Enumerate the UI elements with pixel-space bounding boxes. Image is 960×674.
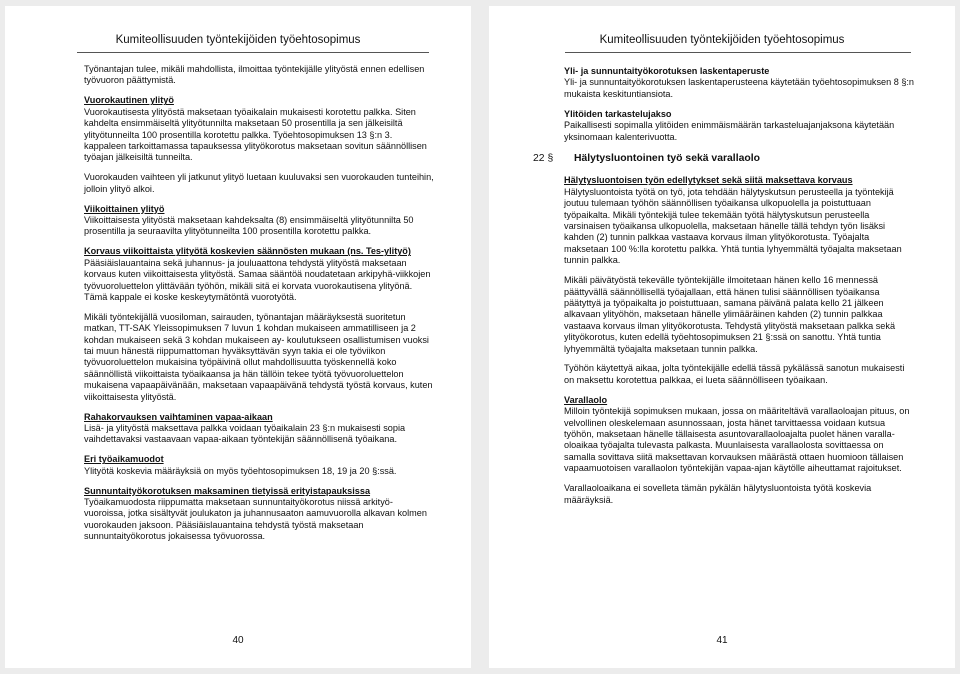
- paragraph: Ylitöiden tarkastelujakso Paikallisesti sopimalla ylitöiden enimmäismäärän tarkasteluajanjaksona käytetään yksinomaan kalenterivuotta.: [564, 109, 914, 143]
- paragraph: Yli- ja sunnuntaityökorotuksen laskentaperuste Yli- ja sunnuntaityökorotuksen laskentaperusteena käytetään työehtosopimuksen 8 §:n mukaista keskituntiansiota.: [564, 66, 915, 99]
- right-page: [489, 6, 955, 668]
- subheading: Eri työaikamuodot: [84, 454, 164, 465]
- subheading: Korvaus viikoittaista ylityötä koskevien säännösten mukaan (ns. Tes-ylityö): [84, 246, 411, 257]
- header-rule: [77, 52, 429, 53]
- section-heading: [533, 152, 914, 164]
- paragraph: Varallaoloaikana ei sovelleta tämän pykälän hälytysluontoista työtä koskevia määräyksiä.: [564, 483, 872, 505]
- paragraph: Hälytysluontoisen työn edellytykset sekä siitä maksettava korvaus Hälytysluontoista työtä on työ, jota tehdään hälytyskutsun perusteella ja työntekijä joutuu tulemaan työhön säännöllisen työaikansa ulkopuolella ja poistuttuaan työpaikalta. Mikäli työntekijä tulee tekemään työtä hälytyskutsun perusteella varsinaisen työaikansa ulkopuolella, maksetaan hänelle tällä tehdyn työn lisäksi kahden (2) tunnin palkkaa vastaava korvaus ilman ylityökorotusta. Työajalta maksetaan 100 %:lla korotettu palkka. Yhtä tuntia lyhyemmältä työajalta maksetaan tunnin palkka.: [564, 175, 914, 266]
- subheading: Rahakorvauksen vaihtaminen vapaa-aikaan: [84, 411, 273, 422]
- subheading: Ylitöiden tarkastelujakso: [564, 108, 672, 119]
- paragraph: Työhön käytettyä aikaa, jolta työntekijälle edellä tässä pykälässä sanotun mukaisesti on maksettu korotettua palkkaa, ei lueta säännölliseen työaikaan.: [564, 363, 905, 385]
- paragraph: Rahakorvauksen vaihtaminen vapaa-aikaan Lisä- ja ylityöstä maksettava palkka voidaan työaikalain 23 §:n mukaisesti sopia vaihdettavaksi vastaavaan vapaa-aikaan työntekijän säännöllisenä työaikana.: [84, 412, 434, 446]
- subheading: Vuorokautinen ylityö: [84, 95, 174, 106]
- paragraph: Eri työaikamuodot Ylityötä koskevia määräyksiä on myös työehtosopimuksen 18, 19 ja 20 §:ssä.: [84, 454, 434, 477]
- left-page: [5, 6, 471, 668]
- page-header: Kumiteollisuuden työntekijöiden työehtosopimus: [115, 34, 361, 46]
- page-number: 41: [716, 635, 728, 646]
- section-number: 22 §: [533, 152, 554, 164]
- paragraph: Korvaus viikoittaista ylityötä koskevien säännösten mukaan (ns. Tes-ylityö) Pääsiäislauantaina sekä juhannus- ja jouluaattona tehdystä ylityöstä maksetaan korvaus kuten viikoittaisesta ylityöstä. Samaa sääntöä noudatetaan arkipyhä-viikkojen työvuoroluettelon ylittävään työhön, mikäli sitä ei korvata vuorokautisena ylityönä. Tämä kappale ei koske keskeytymätöntä vuorotyötä.: [84, 246, 434, 303]
- section-title: Hälytysluontoinen työ sekä varallaolo: [574, 152, 760, 164]
- left-page-content: [84, 64, 434, 551]
- subheading: Hälytysluontoisen työn edellytykset sekä siitä maksettava korvaus: [564, 175, 853, 186]
- right-page-content: [533, 66, 915, 514]
- paragraph: Viikoittainen ylityö Viikoittaisesta ylityöstä maksetaan kahdeksalta (8) ensimmäiseltä ylityötunnilta 50 prosentilla ja seuraavilta ylityötunneilta 100 prosentilla korotettu palkka.: [84, 204, 434, 238]
- subheading: Yli- ja sunnuntaityökorotuksen laskentaperuste: [564, 66, 770, 76]
- paragraph: Vuorokautinen ylityö Vuorokautisesta ylityöstä maksetaan työaikalain mukaisesti korotettu palkka. Siten kahdelta ensimmäiseltä ylityötunnilta maksetaan 50 prosentilla ja sen jälkeisiltä ylityötunneilta 100 prosentilla korotettu palkka. Työehtosopimuksen 13 §:n 3. kappaleen tarkoittamassa tapauksessa ylityökorotus maksetaan sovitun säännöllisen työajan jälkeisiltä tunneilta.: [84, 95, 434, 163]
- paragraph: Mikäli työntekijällä vuosiloman, sairauden, työnantajan määräyksestä suoritetun matkan, TT-SAK Yleissopimuksen 7 luvun 1 kohdan mukaiseen ammatilliseen ja 2 kohdan mukaiseen sekä 3 kohdan mukaiseen ay- koulutukseen osallistumisen vuoksi tai muun hänestä riippumattoman hyväksyttävän syyn takia ei ole työviikon työvuoroluettelon mukaisina työpäivinä ollut mahdollisuutta työskennellä koko säännöllistä viikoittaista työaikaansa ja hän tällöin tekee työtä työvuoroluettelon mukaisena vapaapäivänään, maksetaan vapaapäivänä tehdystä työstä korvaus, kuten viikoittaisesta ylityöstä.: [84, 311, 433, 402]
- paragraph: Mikäli päivätyöstä tekevälle työntekijälle ilmoitetaan hänen kello 16 mennessä päättyvällä säännöllisellä työajallaan, että hänen tulisi säännöllisen työaikansa päätyttyä ja työpaikalta jo poistuttuaan, samana päivänä palata kello 21 jälkeen alkavaan ylityöhön, maksetaan hänelle ylimääräinen kahden (2) tunnin palkkaa vastaava korvaus ilman ylityökorotusta. Tehdystä ylityöstä maksetaan palkka sekä ylityökorotus, kuten edellä työehtosopimuksen 21 §:ssä on sanottu. Yhtä tuntia lyhyemmältä työajalta maksetaan tunnin palkka.: [564, 275, 896, 354]
- header-rule: [565, 52, 911, 53]
- page-header: Kumiteollisuuden työntekijöiden työehtosopimus: [599, 34, 845, 46]
- page-number: 40: [232, 635, 244, 646]
- paragraph: Varallaolo Milloin työntekijä sopimuksen mukaan, jossa on määriteltävä varallaoloajan pituus, on velvollinen oleskelemaan asunnossaan, josta hänet tarvittaessa voidaan kutsua työhön, maksetaan hänelle tällaisesta asuntovarallaoloajalta puolet hänen varalla-oloaikaa työajalta tulevasta palkasta. Muunlaisesta varallaolosta sovittaessa on samalla sovittava siitä maksettavan korvauksen määrästä ottaen huomioon tällaisen vapaamuotoisen varallaolon työntekijän vapaa-ajan käytölle aiheuttamat rajoitukset.: [564, 395, 914, 475]
- paragraph: Sunnuntaityökorotuksen maksaminen tietyissä erityistapauksissa Työaikamuodosta riippumatta maksetaan sunnuntaityökorotus niissä arkityö-vuoroissa, jotka sisältyvät joulukaton ja juhannusaaton aamuvuorolla alkavan kolmen vuorokauden jaksoon. Pääsiäislauantaina tehdystä työstä maksetaan sunnuntaityökorotus jokaisessa työvuorossa.: [84, 486, 434, 543]
- subheading: Varallaolo: [564, 394, 608, 405]
- subheading: Sunnuntaityökorotuksen maksaminen tietyissä erityistapauksissa: [84, 485, 371, 496]
- paragraph: Työnantajan tulee, mikäli mahdollista, ilmoittaa työntekijälle ylityöstä ennen edellisen työvuoron päättymistä.: [84, 64, 425, 86]
- subheading: Viikoittainen ylityö: [84, 203, 165, 214]
- paragraph: Vuorokauden vaihteen yli jatkunut ylityö luetaan kuuluvaksi sen vuorokauden tunteihin, jolloin ylityö alkoi.: [84, 172, 434, 194]
